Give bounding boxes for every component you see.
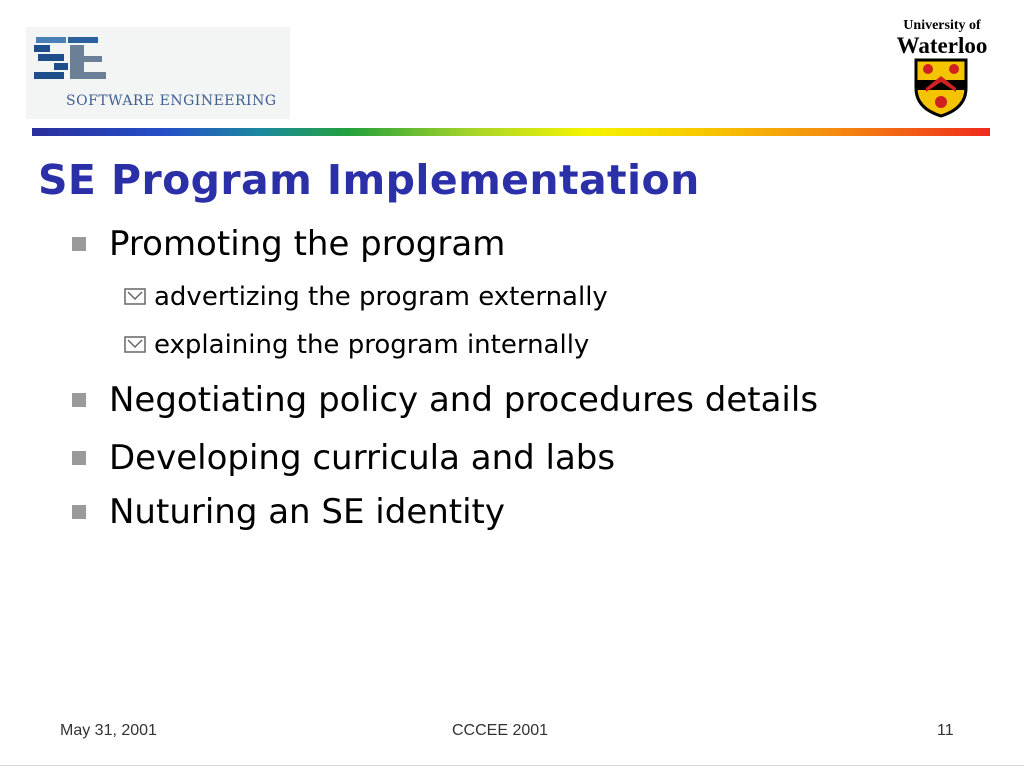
page-number: 11 bbox=[937, 722, 954, 739]
square-bullet-icon bbox=[72, 393, 86, 407]
bullet-text: Nuturing an SE identity bbox=[109, 492, 506, 532]
square-bullet-icon bbox=[72, 451, 86, 465]
checkbox-bullet-icon bbox=[124, 336, 146, 353]
bullet-text: Developing curricula and labs bbox=[109, 438, 616, 478]
slide-title: SE Program Implementation bbox=[38, 156, 700, 204]
logo-text: SOFTWARE ENGINEERING bbox=[66, 93, 277, 109]
rainbow-divider bbox=[32, 128, 990, 136]
sub-bullet-text: explaining the program internally bbox=[154, 330, 590, 360]
waterloo-crest-icon bbox=[914, 58, 968, 118]
square-bullet-icon bbox=[72, 237, 86, 251]
university-line2: Waterloo bbox=[896, 33, 988, 58]
se-logo-mark-icon bbox=[34, 37, 106, 85]
bullet-text: Promoting the program bbox=[109, 224, 506, 264]
university-line1: University of bbox=[903, 18, 981, 33]
bullet-text: Negotiating policy and procedures details bbox=[109, 380, 819, 420]
software-engineering-logo bbox=[26, 27, 290, 119]
university-wordmark bbox=[882, 18, 1002, 58]
sub-bullet-text: advertizing the program externally bbox=[154, 282, 608, 312]
footer-date: May 31, 2001 bbox=[60, 722, 157, 739]
square-bullet-icon bbox=[72, 505, 86, 519]
checkbox-bullet-icon bbox=[124, 288, 146, 305]
footer-center: CCCEE 2001 bbox=[452, 722, 549, 739]
bottom-divider bbox=[0, 765, 1024, 766]
